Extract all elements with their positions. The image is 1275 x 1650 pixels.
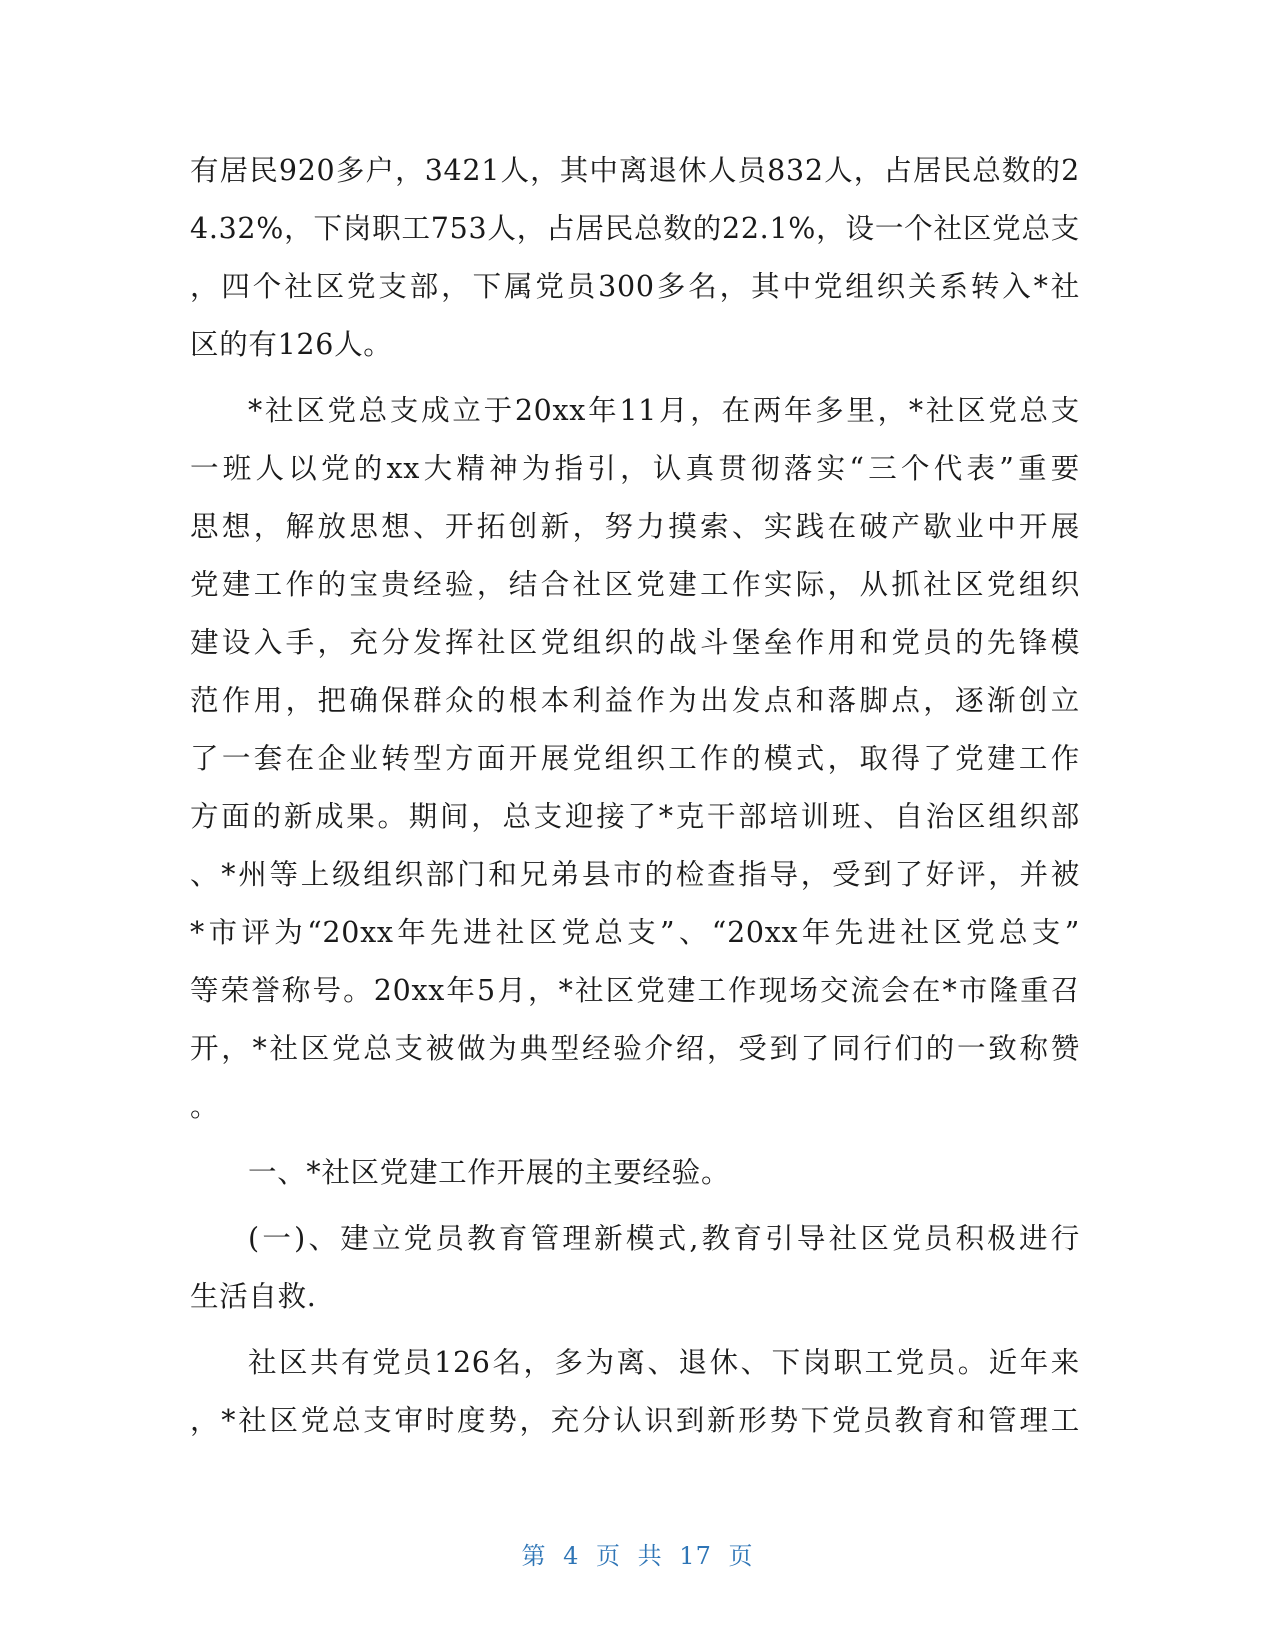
text-line: 方面的新成果。期间，总支迎接了*克干部培训班、自治区组织部 [190, 800, 1080, 833]
subsection-heading: 生活自救. [190, 1280, 317, 1313]
text-line: ，四个社区党支部，下属党员300多名，其中党组织关系转入*社 [190, 270, 1080, 303]
paragraph-gap [190, 1136, 1080, 1144]
text-line: 开，*社区党总支被做为典型经验介绍，受到了同行们的一致称赞 [190, 1032, 1080, 1065]
subsection-heading: (一)、建立党员教育管理新模式,教育引导社区党员积极进行 [248, 1222, 1080, 1255]
page-number-footer: 第 4 页 共 17 页 [521, 1542, 754, 1570]
text-line: 社区共有党员126名，多为离、退休、下岗职工党员。近年来 [248, 1346, 1080, 1379]
text-line: 4.32%，下岗职工753人，占居民总数的22.1%，设一个社区党总支 [190, 212, 1080, 245]
text-line: 等荣誉称号。20xx年5月，*社区党建工作现场交流会在*市隆重召 [190, 974, 1080, 1007]
text-line: 范作用，把确保群众的根本利益作为出发点和落脚点，逐渐创立 [190, 684, 1080, 717]
text-line: 区的有126人。 [190, 328, 393, 361]
paragraph-gap [190, 1326, 1080, 1334]
paragraph-gap [190, 1202, 1080, 1210]
paragraph-gap [190, 374, 1080, 382]
text-line: 一班人以党的xx大精神为指引，认真贯彻落实“三个代表”重要 [190, 452, 1080, 485]
text-line: 了一套在企业转型方面开展党组织工作的模式，取得了党建工作 [190, 742, 1080, 775]
text-line: ，*社区党总支审时度势，充分认识到新形势下党员教育和管理工 [190, 1404, 1080, 1437]
text-line: 建设入手，充分发挥社区党组织的战斗堡垒作用和党员的先锋模 [190, 626, 1080, 659]
body-text [190, 142, 1080, 1450]
text-line: 党建工作的宝贵经验，结合社区党建工作实际，从抓社区党组织 [190, 568, 1080, 601]
text-line: 有居民920多户，3421人，其中离退休人员832人，占居民总数的2 [190, 154, 1080, 187]
text-line: 思想，解放思想、开拓创新，努力摸索、实践在破产歇业中开展 [190, 510, 1080, 543]
text-line: *市评为“20xx年先进社区党总支”、“20xx年先进社区党总支” [190, 916, 1080, 949]
text-line: 。 [190, 1090, 220, 1123]
text-line: *社区党总支成立于20xx年11月，在两年多里，*社区党总支 [248, 394, 1080, 427]
section-heading: 一、*社区党建工作开展的主要经验。 [248, 1156, 731, 1189]
text-line: 、*州等上级组织部门和兄弟县市的检查指导，受到了好评，并被 [190, 858, 1080, 891]
